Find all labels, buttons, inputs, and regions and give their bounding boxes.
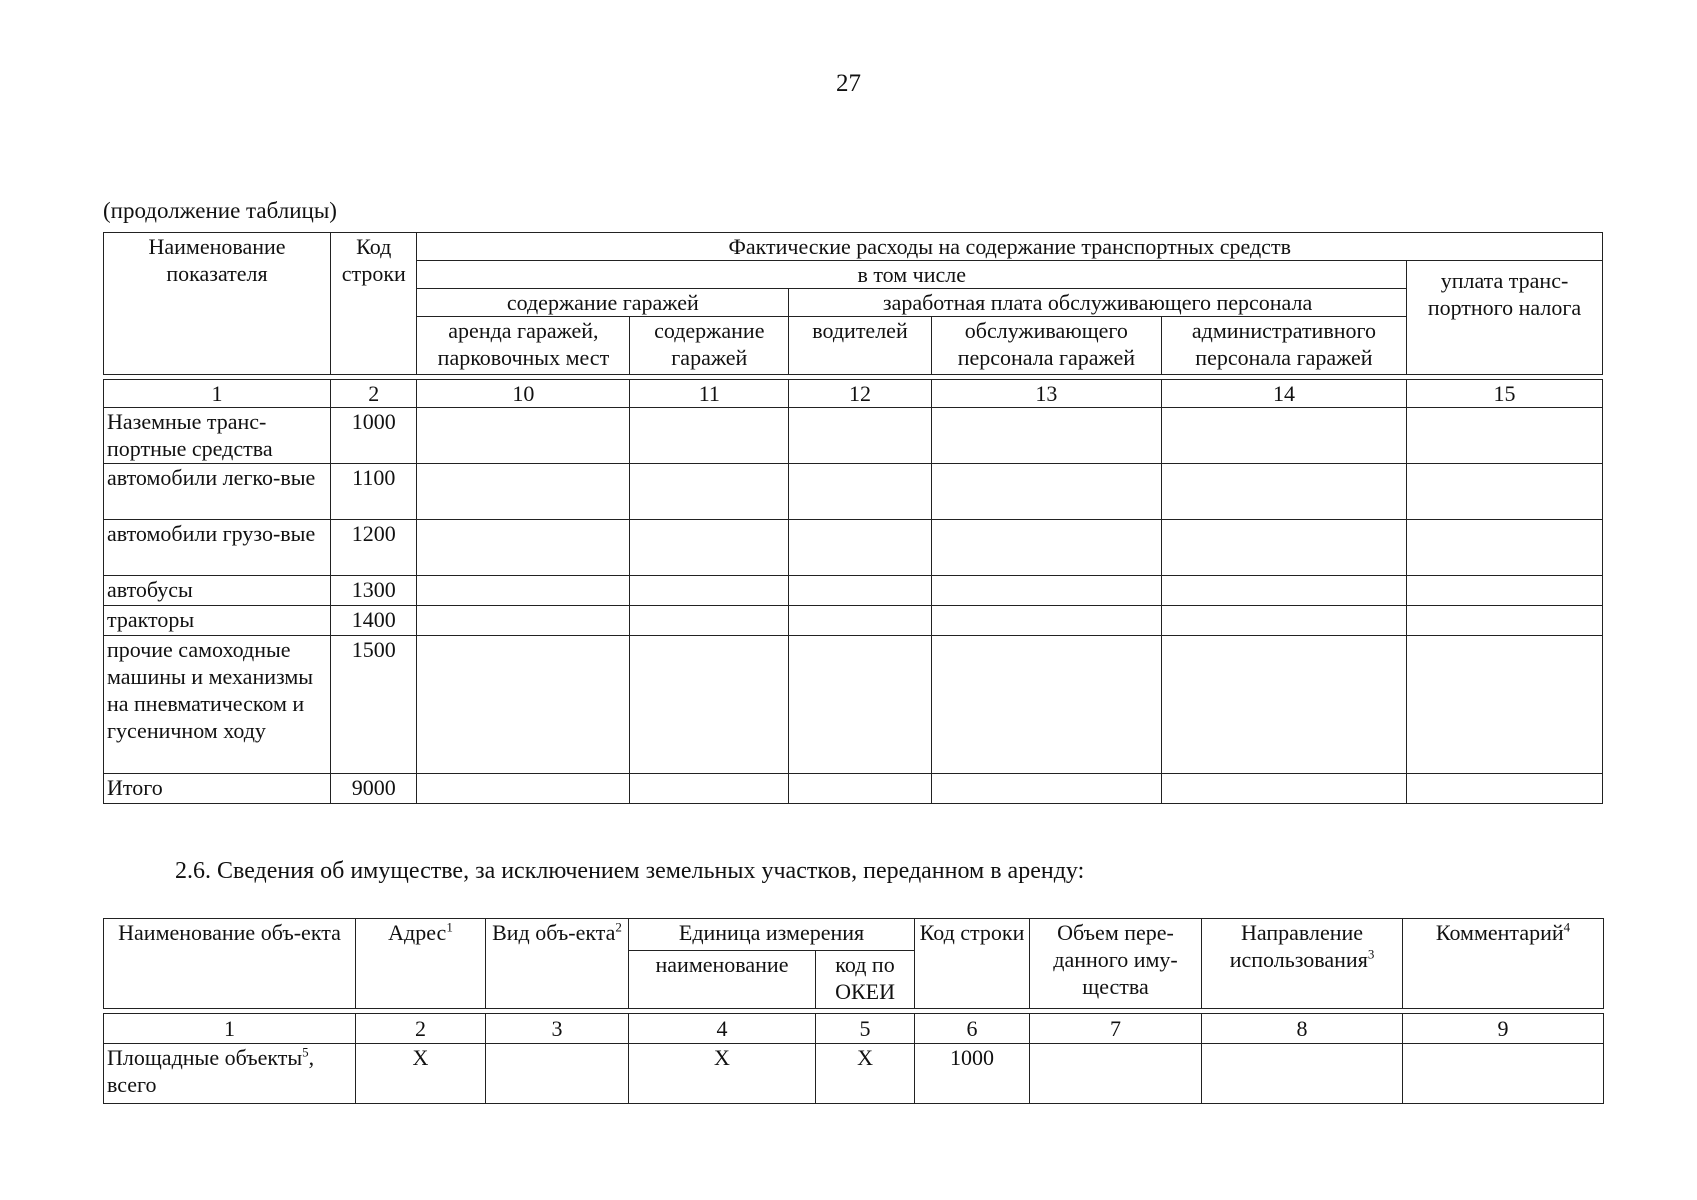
column-number: 2 [331, 380, 417, 408]
header-garage-rent: аренда гаражей, парковочных мест [417, 317, 630, 375]
row-name: автобусы [104, 576, 331, 606]
data-cell[interactable] [789, 606, 932, 636]
vehicle-expenses-table [103, 232, 1603, 804]
page-number: 27 [836, 70, 861, 97]
column-number: 5 [816, 1014, 915, 1044]
data-cell[interactable] [1161, 464, 1406, 520]
footnote-marker: 5 [302, 1044, 309, 1060]
data-cell[interactable] [1407, 464, 1603, 520]
data-cell[interactable] [1407, 636, 1603, 774]
data-cell[interactable] [630, 576, 789, 606]
data-cell[interactable] [789, 576, 932, 606]
data-cell[interactable] [931, 606, 1161, 636]
column-number: 9 [1403, 1014, 1604, 1044]
row-name: тракторы [104, 606, 331, 636]
data-cell[interactable] [630, 464, 789, 520]
data-cell[interactable] [931, 774, 1161, 804]
header-indicator-name: Наименование показателя [104, 233, 331, 375]
row-code: 1000 [331, 408, 417, 464]
data-cell[interactable] [1407, 774, 1603, 804]
footnote-marker: 1 [446, 919, 453, 935]
row-name: прочие самоходные машины и механизмы на пневматическом и гусеничном ходу [104, 636, 331, 774]
row-name-tail: , всего [107, 1045, 315, 1097]
header-comment-text: Комментарий [1435, 920, 1564, 945]
row-name: автомобили легко-вые [104, 464, 331, 520]
column-number: 10 [417, 380, 630, 408]
header-drivers: водителей [789, 317, 932, 375]
header-okei-code: код по ОКЕИ [816, 951, 915, 1009]
column-number: 12 [789, 380, 932, 408]
row-code: 1000 [915, 1044, 1030, 1104]
header-actual-expenses: Фактические расходы на содержание транспортных средств [417, 233, 1603, 261]
data-cell[interactable] [630, 408, 789, 464]
data-cell[interactable] [1407, 520, 1603, 576]
header-address [356, 919, 486, 1009]
row-name: Итого [104, 774, 331, 804]
row-name: Наземные транс-портные средства [104, 408, 331, 464]
header-address-text: Адрес [388, 920, 447, 945]
object-type-cell[interactable] [486, 1044, 629, 1104]
data-cell[interactable] [931, 408, 1161, 464]
row-name [104, 1044, 356, 1104]
data-cell[interactable] [1161, 774, 1406, 804]
data-cell[interactable] [417, 520, 630, 576]
data-cell[interactable] [417, 636, 630, 774]
header-usage-direction [1202, 919, 1403, 1009]
column-number: 1 [104, 1014, 356, 1044]
column-number: 13 [931, 380, 1161, 408]
data-cell[interactable] [789, 408, 932, 464]
data-cell[interactable] [417, 606, 630, 636]
data-cell[interactable] [1407, 576, 1603, 606]
row-code: 1500 [331, 636, 417, 774]
header-unit-of-measure: Единица измерения [629, 919, 915, 951]
header-unit-name: наименование [629, 951, 816, 1009]
header-garage-upkeep: содержание гаражей [630, 317, 789, 375]
column-number: 11 [630, 380, 789, 408]
data-cell[interactable] [1202, 1044, 1403, 1104]
table-row [104, 576, 1603, 606]
column-number: 7 [1030, 1014, 1202, 1044]
footnote-marker: 2 [615, 919, 622, 935]
data-cell[interactable] [931, 576, 1161, 606]
row-name: автомобили грузо-вые [104, 520, 331, 576]
header-staff-salary: заработная плата обслуживающего персонала [789, 289, 1407, 317]
header-transferred-volume: Объем пере-данного иму-щества [1030, 919, 1202, 1009]
table-row [104, 606, 1603, 636]
data-cell[interactable] [931, 464, 1161, 520]
row-code: 9000 [331, 774, 417, 804]
data-cell[interactable] [931, 636, 1161, 774]
header-transport-tax: уплата транс-портного налога [1407, 261, 1603, 375]
column-number: 6 [915, 1014, 1030, 1044]
okei-cell: X [816, 1044, 915, 1104]
row-name-text: Площадные объекты [107, 1045, 303, 1070]
leased-property-table [103, 918, 1604, 1104]
data-cell[interactable] [630, 774, 789, 804]
column-number: 1 [104, 380, 331, 408]
row-code: 1400 [331, 606, 417, 636]
header-object-name: Наименование объ-екта [104, 919, 356, 1009]
header-garage-maintenance: содержание гаражей [417, 289, 789, 317]
column-number: 15 [1407, 380, 1603, 408]
address-cell: X [356, 1044, 486, 1104]
header-usage-direction-text: Направление использования [1229, 920, 1368, 972]
data-cell[interactable] [630, 520, 789, 576]
data-cell[interactable] [789, 636, 932, 774]
data-cell[interactable] [1403, 1044, 1604, 1104]
data-cell[interactable] [931, 520, 1161, 576]
header-comment [1403, 919, 1604, 1009]
data-cell[interactable] [789, 774, 932, 804]
data-cell[interactable] [1161, 606, 1406, 636]
table-row [104, 464, 1603, 520]
row-code: 1200 [331, 520, 417, 576]
header-object-type [486, 919, 629, 1009]
header-garage-service-staff: обслуживающего персонала гаражей [931, 317, 1161, 375]
section-title: 2.6. Сведения об имуществе, за исключением земельных участков, переданном в аренду: [175, 858, 1085, 884]
data-cell[interactable] [1407, 606, 1603, 636]
header-row-code: Код строки [915, 919, 1030, 1009]
column-number: 14 [1161, 380, 1406, 408]
data-cell[interactable] [417, 408, 630, 464]
table-row [104, 408, 1603, 464]
data-cell[interactable] [1407, 408, 1603, 464]
data-cell[interactable] [1030, 1044, 1202, 1104]
data-cell[interactable] [417, 464, 630, 520]
data-cell[interactable] [789, 520, 932, 576]
header-object-type-text: Вид объ-екта [492, 920, 616, 945]
table-row-total [104, 774, 1603, 804]
header-including: в том числе [417, 261, 1407, 289]
column-number: 3 [486, 1014, 629, 1044]
data-cell[interactable] [417, 774, 630, 804]
data-cell[interactable] [789, 464, 932, 520]
data-cell[interactable] [417, 576, 630, 606]
column-number: 2 [356, 1014, 486, 1044]
row-code: 1300 [331, 576, 417, 606]
data-cell[interactable] [1161, 636, 1406, 774]
table-row [104, 636, 1603, 774]
footnote-marker: 3 [1367, 946, 1375, 962]
row-code: 1100 [331, 464, 417, 520]
footnote-marker: 4 [1563, 919, 1571, 935]
data-cell[interactable] [630, 636, 789, 774]
data-cell[interactable] [630, 606, 789, 636]
data-cell[interactable] [1161, 520, 1406, 576]
table-row [104, 1044, 1604, 1104]
header-row-code: Код строки [331, 233, 417, 375]
table-row [104, 520, 1603, 576]
column-number: 4 [629, 1014, 816, 1044]
table-continuation-caption: (продолжение таблицы) [103, 198, 337, 223]
column-number: 8 [1202, 1014, 1403, 1044]
data-cell[interactable] [1161, 576, 1406, 606]
data-cell[interactable] [1161, 408, 1406, 464]
unit-name-cell: X [629, 1044, 816, 1104]
header-garage-admin-staff: административного персонала гаражей [1161, 317, 1406, 375]
